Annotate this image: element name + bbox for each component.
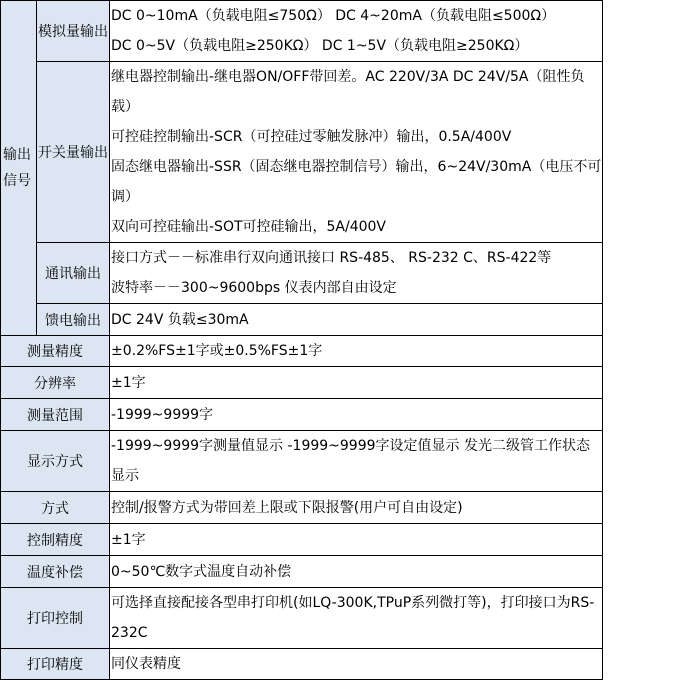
- mode-label: 方式: [1, 492, 110, 524]
- mode-value: 控制/报警方式为带回差上限或下限报警(用户可自由设定): [110, 492, 603, 524]
- table-row: [1, 556, 603, 588]
- control-accuracy-value: ±1字: [110, 524, 603, 556]
- switch-line-2: 可控硅控制输出-SCR（可控硅过零触发脉冲）输出，0.5A/400V: [111, 129, 512, 145]
- table-row: [1, 304, 603, 336]
- range-label: 测量范围: [1, 399, 110, 431]
- table-row: [1, 431, 603, 492]
- print-accuracy-label: 打印精度: [1, 649, 110, 680]
- table-row: [1, 367, 603, 399]
- comm-line-2: 波特率－－300~9600bps 仪表内部自由设定: [111, 280, 397, 296]
- analog-output-value: [110, 1, 603, 62]
- analog-line-2: DC 0~5V（负载电阻≥250KΩ） DC 1~5V（负载电阻≥250KΩ）: [111, 38, 529, 54]
- display-label: 显示方式: [1, 431, 110, 492]
- analog-output-label: 模拟量输出: [37, 1, 110, 62]
- table-row: [1, 524, 603, 556]
- table-row: [1, 492, 603, 524]
- comm-line-1: 接口方式－－标准串行双向通讯接口 RS-485、 RS-232 C、RS-422等: [111, 250, 552, 266]
- output-signal-label: [1, 1, 37, 336]
- table-row: [1, 588, 603, 649]
- table-row: [1, 649, 603, 680]
- print-control-value: [110, 588, 603, 649]
- table-row: [1, 1, 603, 62]
- accuracy-label: 测量精度: [1, 336, 110, 367]
- feed-line-1: DC 24V 负载≤30mA: [111, 311, 249, 328]
- temp-comp-value: 0~50℃数字式温度自动补偿: [110, 556, 603, 588]
- control-accuracy-label: 控制精度: [1, 524, 110, 556]
- table-row: [1, 243, 603, 304]
- switch-output-value: [110, 62, 603, 243]
- output-signal-text: 输出信号: [3, 147, 31, 189]
- switch-output-label: 开关量输出: [37, 62, 110, 243]
- accuracy-value: ±0.2%FS±1字或±0.5%FS±1字: [110, 336, 603, 367]
- temp-comp-label: 温度补偿: [1, 556, 110, 588]
- display-text: -1999~9999字测量值显示 -1999~9999字设定值显示 发光二级管工作状态显示: [111, 438, 590, 484]
- switch-line-4: 双向可控硅输出-SOT可控硅输出，5A/400V: [111, 219, 387, 235]
- table-row: [1, 336, 603, 367]
- display-value: [110, 431, 603, 492]
- analog-line-1: DC 0~10mA（负载电阻≤750Ω） DC 4~20mA（负载电阻≤500Ω）: [111, 8, 556, 24]
- feed-output-label: 馈电输出: [37, 304, 110, 336]
- table-row: [1, 62, 603, 243]
- range-value: -1999~9999字: [110, 399, 603, 431]
- comm-output-value: [110, 243, 603, 304]
- switch-line-3: 固态继电器输出-SSR（固态继电器控制信号）输出，6~24V/30mA（电压不可调）: [111, 159, 602, 205]
- feed-output-value: [110, 304, 603, 336]
- resolution-label: 分辨率: [1, 367, 110, 399]
- print-control-label: 打印控制: [1, 588, 110, 649]
- comm-output-label: 通讯输出: [37, 243, 110, 304]
- print-accuracy-value: 同仪表精度: [110, 649, 603, 680]
- table-row: [1, 399, 603, 431]
- switch-line-1: 继电器控制输出-继电器ON/OFF带回差。AC 220V/3A DC 24V/5A（阻性负载）: [111, 69, 585, 115]
- print-control-text: 可选择直接配接各型串打印机(如LQ-300K,TPuP系列微打等)，打印接口为RS-232C: [111, 595, 595, 641]
- resolution-value: ±1字: [110, 367, 603, 399]
